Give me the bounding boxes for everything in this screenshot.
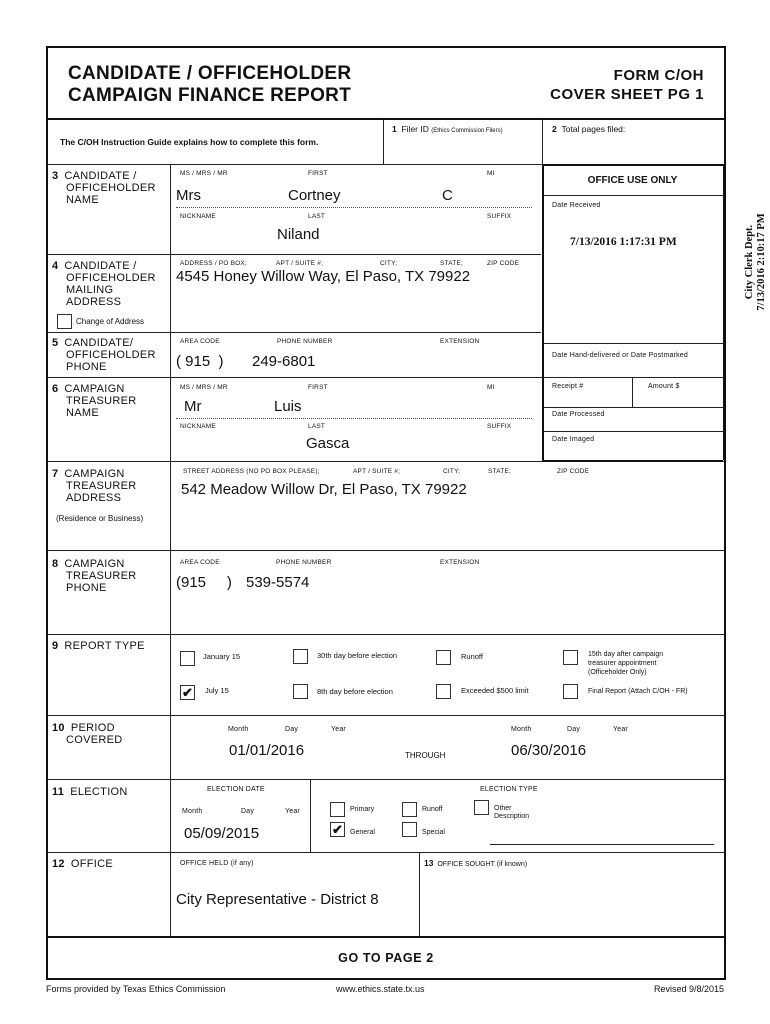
office-sought-header: OFFICE SOUGHT (if known) xyxy=(437,861,528,868)
section-7-line2: TREASURER xyxy=(66,480,137,492)
section-12-text: OFFICE xyxy=(70,858,113,870)
section-2-number: 2 xyxy=(552,124,557,134)
s3-header-nickname: NICKNAME xyxy=(180,213,216,220)
report-type-january15-label: January 15 xyxy=(203,652,241,661)
section-10-line2: COVERED xyxy=(66,734,123,746)
election-other-desc: Description xyxy=(494,813,530,820)
section-9-text: REPORT TYPE xyxy=(64,640,145,652)
section-11-number: 11 xyxy=(52,786,65,798)
clerk-stamp-line1: City Clerk Dept. xyxy=(744,224,755,300)
s6-header-last: LAST xyxy=(308,423,326,430)
filer-id-text: Filer ID xyxy=(401,124,429,134)
section-9-label xyxy=(52,640,145,652)
section-4-line1: CANDIDATE / xyxy=(64,260,137,272)
section-5-line3: PHONE xyxy=(66,361,107,373)
section-8-number: 8 xyxy=(52,558,59,570)
form-id-line1: FORM C/OH xyxy=(613,67,704,84)
clerk-stamp xyxy=(744,202,768,322)
candidate-phone[interactable]: 249-6801 xyxy=(252,353,316,370)
date-received-label: Date Received xyxy=(552,202,601,209)
s7-header-apt: APT / SUITE #; xyxy=(353,468,401,475)
election-runoff-checkbox[interactable] xyxy=(402,802,417,817)
treasurer-first-name[interactable]: Luis xyxy=(274,398,302,415)
s3-header-last: LAST xyxy=(308,213,326,220)
section-6-line3: NAME xyxy=(66,407,99,419)
period-to-month-header: Month xyxy=(511,726,532,733)
section-8-line2: TREASURER xyxy=(66,570,137,582)
report-type-8th-day-checkbox[interactable] xyxy=(293,684,308,699)
treasurer-last-name[interactable]: Gasca xyxy=(306,435,350,452)
section-11-text: ELECTION xyxy=(70,786,128,798)
section-9-number: 9 xyxy=(52,640,59,652)
footer-provided: Forms provided by Texas Ethics Commission xyxy=(46,984,226,994)
period-from-month-header: Month xyxy=(228,726,249,733)
period-from-year-header: Year xyxy=(331,726,346,733)
amount-label: Amount $ xyxy=(648,383,680,390)
s6-header-mi: MI xyxy=(487,384,495,391)
treasurer-address[interactable]: 542 Meadow Willow Dr, El Paso, TX 79922 xyxy=(181,481,467,498)
candidate-address[interactable]: 4545 Honey Willow Way, El Paso, TX 79922 xyxy=(176,268,471,285)
treasurer-title[interactable]: Mr xyxy=(184,398,202,415)
s4-header-address: ADDRESS / PO BOX; xyxy=(180,260,247,267)
report-type-final-checkbox[interactable] xyxy=(563,684,578,699)
hand-delivered-label: Date Hand-delivered or Date Postmarked xyxy=(552,352,688,359)
report-type-30th-day-checkbox[interactable] xyxy=(293,649,308,664)
election-year-header: Year xyxy=(285,808,300,815)
s3-header-mi: MI xyxy=(487,170,495,177)
candidate-first-name[interactable]: Cortney xyxy=(288,187,341,204)
receipt-label: Receipt # xyxy=(552,383,584,390)
candidate-mi[interactable]: C xyxy=(442,187,453,204)
form-id-line2: COVER SHEET PG 1 xyxy=(550,86,704,103)
form-title-line1: CANDIDATE / OFFICEHOLDER xyxy=(68,63,352,84)
s4-header-state: STATE; xyxy=(440,260,463,267)
election-date-header: ELECTION DATE xyxy=(207,786,265,793)
election-general-checkbox[interactable]: ✔ xyxy=(330,822,345,837)
section-8-label xyxy=(52,558,137,594)
election-special-label: Special xyxy=(422,829,445,836)
section-7-label xyxy=(52,468,137,504)
report-type-15th-day-line2: treasurer appointment xyxy=(588,660,657,667)
section-5-line2: OFFICEHOLDER xyxy=(66,349,156,361)
section-3-line1: CANDIDATE / xyxy=(64,170,137,182)
s7-header-street: STREET ADDRESS (NO PO BOX PLEASE); xyxy=(183,468,320,475)
s5-header-area: AREA CODE xyxy=(180,338,220,345)
office-use-title: OFFICE USE ONLY xyxy=(587,175,678,186)
election-general-label: General xyxy=(350,829,375,836)
total-pages-text: Total pages filed: xyxy=(561,124,626,134)
section-4-line3: MAILING xyxy=(66,284,114,296)
s8-header-phone: PHONE NUMBER xyxy=(276,559,332,566)
section-1-number: 1 xyxy=(392,124,397,134)
s7-header-zip: ZIP CODE xyxy=(557,468,590,475)
section-4-number: 4 xyxy=(52,260,59,272)
period-from-day-header: Day xyxy=(285,726,299,733)
s3-header-first: FIRST xyxy=(308,170,328,177)
section-6-number: 6 xyxy=(52,383,59,395)
section-10-line1: PERIOD xyxy=(70,722,115,734)
report-type-exceeded-checkbox[interactable] xyxy=(436,684,451,699)
period-through-label: THROUGH xyxy=(405,751,446,760)
section-3-label xyxy=(52,170,156,206)
report-type-july15-label: July 15 xyxy=(205,686,229,695)
s5-header-phone: PHONE NUMBER xyxy=(277,338,333,345)
period-to-date[interactable]: 06/30/2016 xyxy=(511,742,587,759)
date-imaged-label: Date Imaged xyxy=(552,436,595,443)
section-6-line1: CAMPAIGN xyxy=(64,383,125,395)
report-type-15th-day-checkbox[interactable] xyxy=(563,650,578,665)
report-type-runoff-label: Runoff xyxy=(461,652,483,661)
s8-header-ext: EXTENSION xyxy=(440,559,480,566)
form-id xyxy=(520,66,704,104)
date-received-value: 7/13/2016 1:17:31 PM xyxy=(570,236,677,248)
election-day-header: Day xyxy=(241,808,255,815)
section-7-line1: CAMPAIGN xyxy=(64,468,125,480)
election-other-text: Other xyxy=(494,805,512,812)
s3-header-suffix: SUFFIX xyxy=(487,213,512,220)
section-7-number: 7 xyxy=(52,468,59,480)
election-primary-label: Primary xyxy=(350,806,375,813)
period-to-year-header: Year xyxy=(613,726,628,733)
section-10-number: 10 xyxy=(52,722,65,734)
section-13-number: 13 xyxy=(424,858,434,868)
election-runoff-label: Runoff xyxy=(422,806,443,813)
s6-header-first: FIRST xyxy=(308,384,328,391)
period-from-date[interactable]: 01/01/2016 xyxy=(229,742,305,759)
report-type-15th-day-label xyxy=(588,650,663,677)
s4-header-city: CITY; xyxy=(380,260,398,267)
section-6-label xyxy=(52,383,137,419)
office-held-value[interactable]: City Representative - District 8 xyxy=(176,891,379,908)
section-12-label xyxy=(52,858,113,870)
report-type-15th-day-line3: (Officeholder Only) xyxy=(588,669,647,676)
section-10-label xyxy=(52,722,123,746)
section-7-sub: (Residence or Business) xyxy=(56,514,144,523)
section-5-label xyxy=(52,337,156,373)
section-4-label xyxy=(52,260,156,308)
filer-id-label xyxy=(392,125,503,136)
footer-url[interactable]: www.ethics.state.tx.us xyxy=(336,984,425,994)
s6-header-title: MS / MRS / MR xyxy=(180,384,228,391)
treasurer-phone[interactable]: 539-5574 xyxy=(246,574,310,591)
office-sought-label xyxy=(424,859,527,869)
s7-header-city: CITY; xyxy=(443,468,461,475)
section-3-line3: NAME xyxy=(66,194,99,206)
election-date[interactable]: 05/09/2015 xyxy=(184,825,260,842)
date-processed-label: Date Processed xyxy=(552,411,605,418)
footer-revised: Revised 9/8/2015 xyxy=(653,984,724,994)
s3-header-title: MS / MRS / MR xyxy=(180,170,228,177)
candidate-area-code[interactable]: ( 915 ) xyxy=(176,353,224,370)
election-primary-checkbox[interactable] xyxy=(330,802,345,817)
report-type-final-label: Final Report (Attach C/OH - FR) xyxy=(588,688,688,695)
instruction-text: The C/OH Instruction Guide explains how to complete this form. xyxy=(60,137,319,147)
s8-header-area: AREA CODE xyxy=(180,559,220,566)
report-type-july15-checkbox[interactable]: ✔ xyxy=(180,685,195,700)
treasurer-area-code[interactable]: (915 ) xyxy=(176,574,232,591)
s4-header-zip: ZIP CODE xyxy=(487,260,520,267)
report-type-january15-checkbox[interactable] xyxy=(180,651,195,666)
s5-header-ext: EXTENSION xyxy=(440,338,480,345)
s4-header-apt: APT / SUITE #; xyxy=(276,260,324,267)
period-to-day-header: Day xyxy=(567,726,581,733)
filer-id-sub: (Ethics Commission Filers) xyxy=(431,128,503,134)
clerk-stamp-line2: 7/13/2016 2:10:17 PM xyxy=(756,213,767,311)
office-held-header: OFFICE HELD (if any) xyxy=(180,860,254,867)
total-pages-label xyxy=(552,125,625,134)
report-type-8th-day-label: 8th day before election xyxy=(317,687,393,696)
section-5-line1: CANDIDATE/ xyxy=(64,337,134,349)
report-type-exceeded-label: Exceeded $500 limit xyxy=(461,686,529,695)
report-type-15th-day-line1: 15th day after campaign xyxy=(588,651,664,658)
election-other-checkbox[interactable] xyxy=(474,800,489,815)
go-to-page-2: GO TO PAGE 2 xyxy=(338,951,434,965)
candidate-title[interactable]: Mrs xyxy=(176,187,201,204)
election-other-label xyxy=(494,805,529,821)
election-special-checkbox[interactable] xyxy=(402,822,417,837)
report-type-30th-day-label: 30th day before election xyxy=(317,651,398,660)
election-type-header: ELECTION TYPE xyxy=(480,786,538,793)
section-7-line3: ADDRESS xyxy=(66,492,122,504)
section-8-line1: CAMPAIGN xyxy=(64,558,125,570)
s6-header-suffix: SUFFIX xyxy=(487,423,512,430)
section-3-line2: OFFICEHOLDER xyxy=(66,182,156,194)
form-title-line2: CAMPAIGN FINANCE REPORT xyxy=(68,85,352,106)
section-6-line2: TREASURER xyxy=(66,395,137,407)
candidate-last-name[interactable]: Niland xyxy=(277,226,320,243)
section-5-number: 5 xyxy=(52,337,59,349)
section-4-line4: ADDRESS xyxy=(66,296,122,308)
s6-header-nickname: NICKNAME xyxy=(180,423,216,430)
change-of-address-label: Change of Address xyxy=(76,317,145,326)
section-4-line2: OFFICEHOLDER xyxy=(66,272,156,284)
section-12-number: 12 xyxy=(52,858,65,870)
change-of-address-checkbox[interactable] xyxy=(57,314,72,329)
s7-header-state: STATE; xyxy=(488,468,511,475)
election-month-header: Month xyxy=(182,808,203,815)
section-11-label xyxy=(52,786,128,798)
section-3-number: 3 xyxy=(52,170,59,182)
report-type-runoff-checkbox[interactable] xyxy=(436,650,451,665)
section-8-line3: PHONE xyxy=(66,582,107,594)
